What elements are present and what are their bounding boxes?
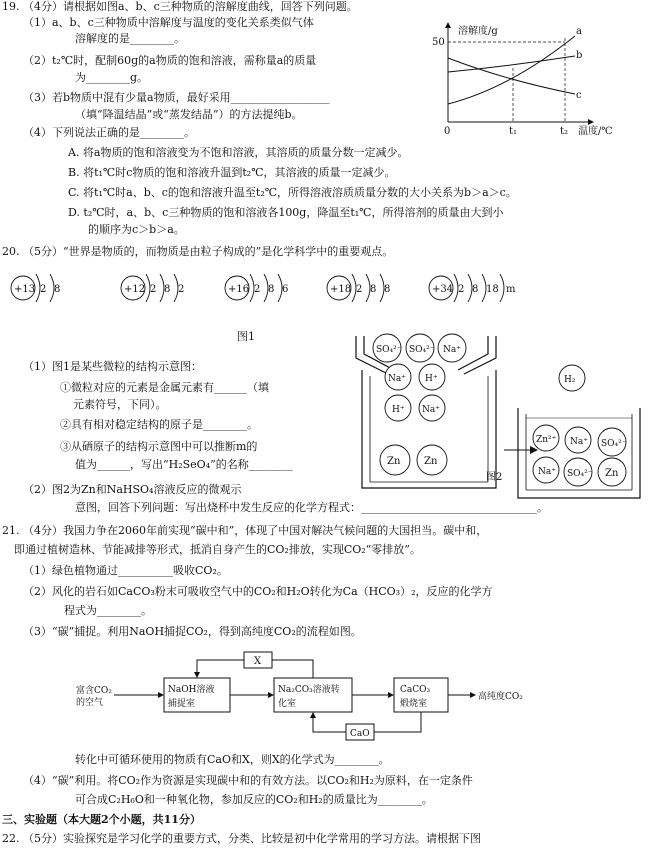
q19-part1-line1: （1）a、b、c三种物质中溶解度与温度的变化关系类似气体	[23, 16, 314, 29]
q20-part1: （1）图1是某些微粒的结构示意图：	[23, 360, 202, 373]
svg-text:2: 2	[356, 284, 363, 295]
svg-text:H₂: H₂	[564, 375, 576, 385]
graph-label-a: a	[576, 26, 582, 37]
atom1-nucleus: +13	[14, 284, 36, 295]
q21-part1: （1）绿色植物通过__________吸收CO₂。	[23, 564, 228, 577]
svg-text:CaO: CaO	[350, 729, 370, 739]
svg-text:Na⁺: Na⁺	[388, 374, 406, 384]
q20-sub1-line2: 元素符号，下同）。	[73, 398, 167, 411]
q20-part2-line1: （2）图2为Zn和NaHSO₄溶液反应的微观示	[23, 483, 242, 496]
q19-option-c: C. 将t₁℃时a、b、c的饱和溶液升温至t₂℃，所得溶液溶质质量分数的大小关系为b＞a＞c。	[68, 186, 517, 199]
atom-diagram-4	[324, 266, 409, 310]
q21-stem-line1: 21. （4分）我国力争在2060年前实现“碳中和”，体现了中国对解决气候问题的大国担当。碳中和，	[2, 524, 488, 537]
svg-text:2: 2	[150, 284, 157, 295]
svg-text:SO₄²⁻: SO₄²⁻	[567, 469, 593, 479]
svg-text:2: 2	[178, 284, 185, 295]
co2-capture-flowchart	[70, 650, 560, 750]
q19-part3-line2: （填“降温结晶”或“蒸发结晶”）的方法提纯b。	[75, 108, 303, 121]
q19-option-d-line2: 的顺序为c＞b＞a。	[88, 223, 185, 236]
q20-sub2: ②具有相对稳定结构的原子是________。	[60, 418, 258, 431]
q21-stem-line2: 即通过植树造林、节能减排等形式，抵消自身产生的CO₂排放，实现CO₂“零排放”。	[14, 543, 421, 556]
svg-text:H⁺: H⁺	[425, 374, 438, 384]
svg-text:8: 8	[54, 284, 61, 295]
svg-text:SO₄²⁻: SO₄²⁻	[409, 345, 435, 355]
svg-text:SO₄²⁻: SO₄²⁻	[376, 345, 402, 355]
svg-text:捕捉室: 捕捉室	[168, 699, 196, 709]
svg-text:H⁺: H⁺	[392, 405, 405, 415]
svg-text:NaOH溶液: NaOH溶液	[168, 685, 215, 695]
atom-diagram-3	[222, 266, 307, 310]
q21-part4-line1: （4）“碳”利用。将CO₂作为资源是实现碳中和的有效方法。以CO₂和H₂为原料，在一定条件	[23, 774, 473, 787]
atom-diagram-2	[118, 266, 203, 310]
q21-part4-line2: 可合成C₂H₆O和一种氧化物，参加反应的CO₂和H₂的质量比为________。	[75, 793, 433, 806]
q21-part3-question: 转化中可循环使用的物质有CaO和X，则X的化学式为________。	[75, 753, 390, 766]
graph-y50: 50	[432, 37, 445, 48]
svg-text:高纯度CO₂: 高纯度CO₂	[478, 692, 523, 702]
svg-text:Na⁺: Na⁺	[570, 437, 588, 447]
svg-text:Na⁺: Na⁺	[443, 345, 461, 355]
svg-text:8: 8	[164, 284, 171, 295]
graph-ylabel: 溶解度/g	[458, 26, 498, 37]
q20-sub3-line2: 值为______，写出“H₂SeO₄”的名称________	[75, 458, 293, 471]
svg-text:2: 2	[40, 284, 47, 295]
svg-text:m: m	[506, 284, 516, 295]
q19-part2-line1: （2）t₂℃时，配制60g的a物质的饱和溶液，需称量a的质量	[23, 54, 317, 67]
atom3-nucleus: +16	[228, 284, 250, 295]
atom-diagram-5	[426, 266, 536, 310]
q20-stem: 20. （5分）“世界是物质的，而物质是由粒子构成的”是化学科学中的重要观点。	[2, 245, 394, 258]
svg-text:6: 6	[282, 284, 289, 295]
graph-t2: t₂	[560, 126, 569, 137]
svg-text:8: 8	[472, 284, 479, 295]
q19-option-a: A. 将a物质的饱和溶液变为不饱和溶液，其溶质的质量分数一定减少。	[68, 146, 409, 159]
section3-heading: 三、实验题（本大题2个小题，共11分）	[2, 813, 201, 826]
svg-text:化室: 化室	[278, 699, 297, 709]
q19-stem: 19. （4分）请根据如图a、b、c三种物质的溶解度曲线，回答下列问题。	[2, 0, 358, 13]
q21-part3: （3）“碳”捕捉。利用NaOH捕捉CO₂，得到高纯度CO₂的流程如图。	[23, 625, 362, 638]
solubility-graph	[430, 20, 645, 135]
q20-part2-line2: 意图，回答下列问题：写出烧杯中发生反应的化学方程式：________________________________。	[75, 501, 548, 514]
svg-text:Na⁺: Na⁺	[538, 467, 556, 477]
svg-text:SO₄²⁻: SO₄²⁻	[601, 439, 627, 449]
q19-option-b: B. 将t₁℃时c物质的饱和溶液升温到t₂℃，其溶液的质量一定减少。	[68, 166, 396, 179]
svg-text:Zn: Zn	[605, 468, 619, 479]
atom-diagram-1	[8, 266, 73, 310]
q19-part2-line2: 为________g。	[75, 71, 149, 84]
figure2-caption: 图2	[486, 472, 503, 483]
graph-label-c: c	[576, 90, 582, 101]
q20-sub1-line1: ①微粒对应的元素是金属元素有______（填	[60, 381, 269, 394]
graph-xlabel: 温度/℃	[578, 126, 613, 137]
svg-text:Zn: Zn	[424, 456, 438, 467]
q19-option-d-line1: D. t₂℃时，a、b、c三种物质的饱和溶液各100g，降温至t₁℃，所得溶剂的质量由大到小	[68, 206, 504, 219]
graph-t1: t₁	[509, 126, 518, 137]
graph-origin: 0	[444, 126, 451, 137]
svg-text:CaCO₃: CaCO₃	[400, 685, 431, 695]
figure2-reaction-diagram	[350, 330, 650, 500]
atom2-nucleus: +12	[124, 284, 146, 295]
svg-text:2: 2	[458, 284, 465, 295]
q21-part2-line1: （2）风化的岩石如CaCO₃粉末可吸收空气中的CO₂和H₂O转化为Ca（HCO₃）₂，反应的化学方	[23, 585, 493, 598]
q22-stem: 22. （5分）实验探究是学习化学的重要方式，分类、比较是初中化学常用的学习方法。请根据下图	[2, 832, 481, 845]
svg-text:Zn: Zn	[387, 456, 401, 467]
atom5-nucleus: +34	[432, 284, 454, 295]
atom4-nucleus: +18	[330, 284, 352, 295]
svg-text:的空气: 的空气	[76, 698, 104, 708]
q19-part4: （4）下列说法正确的是________。	[23, 126, 195, 139]
svg-text:2: 2	[254, 284, 261, 295]
curve-b	[448, 56, 575, 72]
svg-text:8: 8	[384, 284, 391, 295]
q20-sub3-line1: ③从硒原子的结构示意图中可以推断m的	[60, 440, 258, 453]
graph-label-b: b	[576, 50, 583, 61]
svg-text:X: X	[254, 656, 262, 667]
curve-c	[448, 58, 575, 94]
q21-part2-line2: 程式为________。	[64, 604, 152, 617]
svg-text:Na⁺: Na⁺	[422, 405, 440, 415]
figure1-caption: 图1	[237, 330, 255, 343]
q19-part3-line1: （3）若b物质中混有少量a物质，最好采用__________________	[23, 91, 330, 104]
q19-part1-line2: 溶解度的是________。	[75, 32, 185, 45]
svg-text:Na₂CO₃溶液转: Na₂CO₃溶液转	[278, 685, 340, 695]
svg-text:Zn²⁺: Zn²⁺	[536, 435, 557, 445]
svg-text:富含CO₂: 富含CO₂	[76, 686, 112, 696]
svg-text:18: 18	[486, 284, 499, 295]
svg-text:煅烧室: 煅烧室	[400, 699, 428, 709]
svg-text:8: 8	[370, 284, 377, 295]
svg-text:8: 8	[268, 284, 275, 295]
